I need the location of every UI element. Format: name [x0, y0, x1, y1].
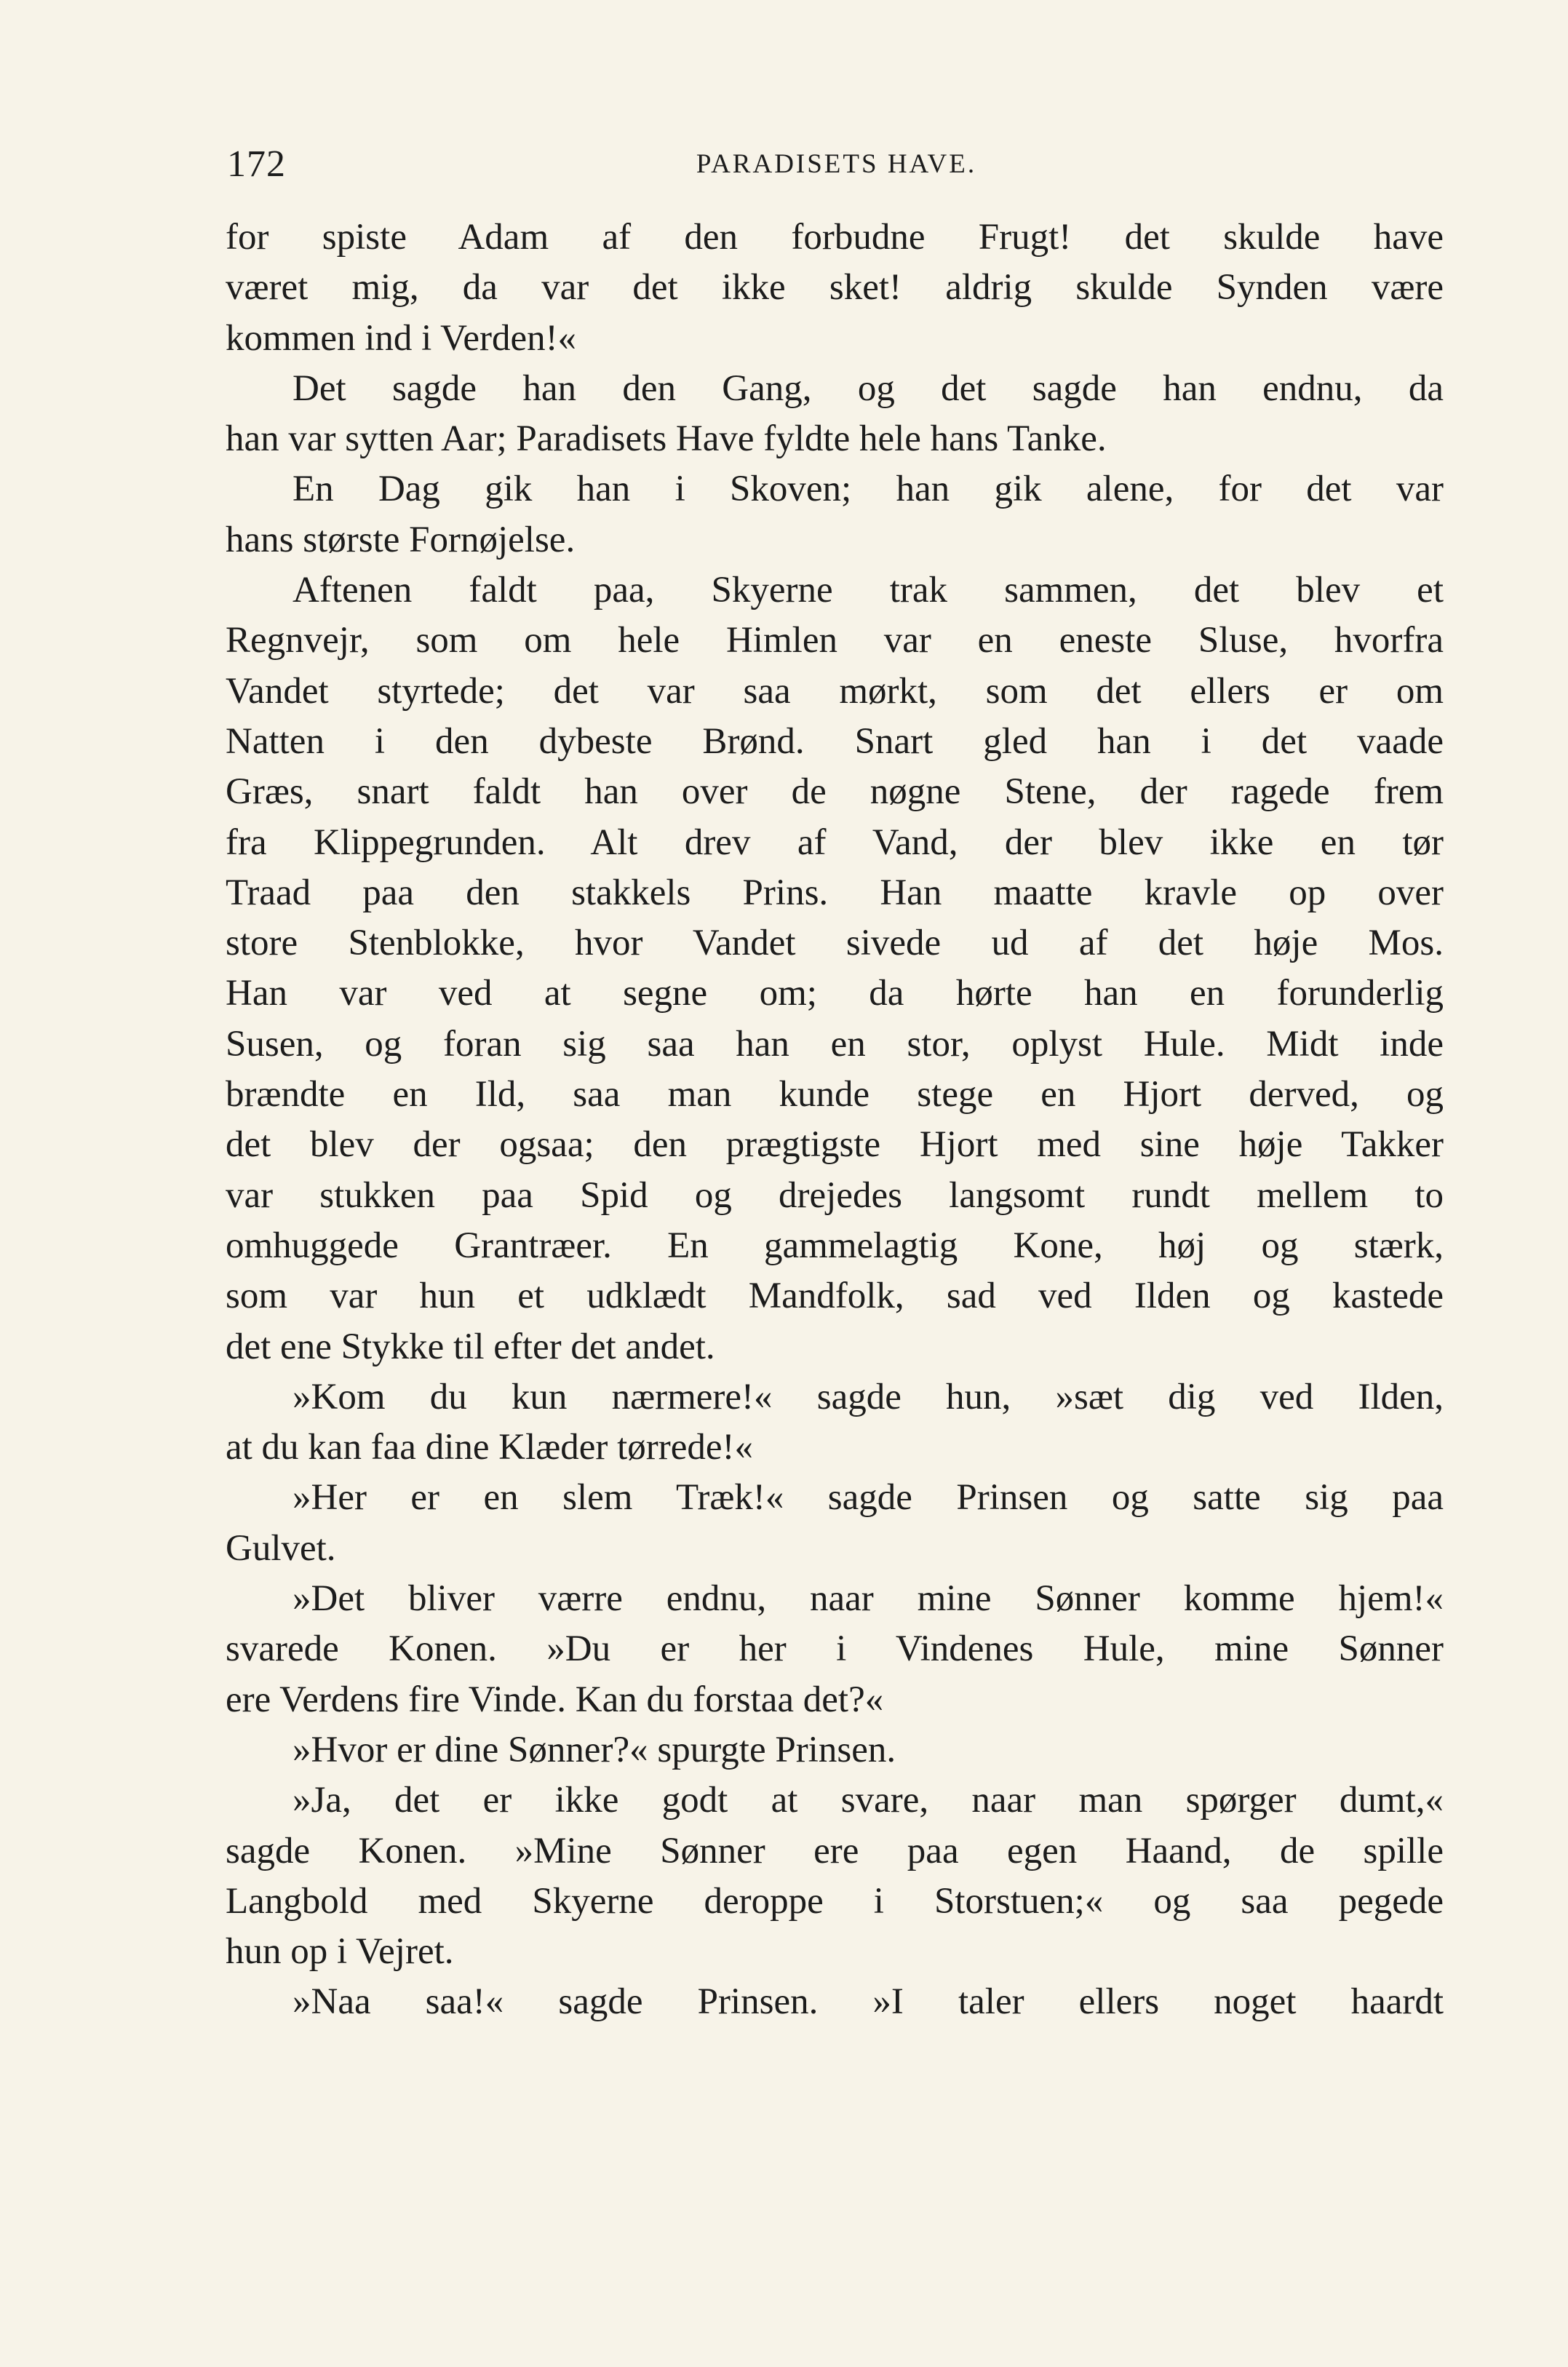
body-text — [226, 212, 1444, 2028]
text-line: Susen, og foran sig saa han en stor, oplyst Hule. Midt inde — [226, 1023, 1444, 1065]
text-line: svarede Konen. »Du er her i Vindenes Hule, mine Sønner — [226, 1628, 1444, 1670]
text-line: brændte en Ild, saa man kunde stege en Hjort derved, og — [226, 1074, 1444, 1115]
text-line: hans største Fornøjelse. — [226, 519, 576, 560]
text-line: at du kan faa dine Klæder tørrede!« — [226, 1427, 754, 1468]
text-line: det blev der ogsaa; den prægtigste Hjort med sine høje Takker — [226, 1124, 1444, 1166]
text-line: Det sagde han den Gang, og det sagde han endnu, da — [292, 367, 1444, 409]
text-line: Græs, snart faldt han over de nøgne Stene, der ragede frem — [226, 771, 1444, 813]
text-line: var stukken paa Spid og drejedes langsomt rundt mellem to — [226, 1174, 1444, 1216]
text-line: Langbold med Skyerne deroppe i Storstuen;« og saa pegede — [226, 1880, 1444, 1922]
text-line: det ene Stykke til efter det andet. — [226, 1326, 715, 1367]
text-line: været mig, da var det ikke sket! aldrig skulde Synden være — [226, 267, 1444, 309]
text-line: Natten i den dybeste Brønd. Snart gled han i det vaade — [226, 720, 1444, 762]
text-line: Traad paa den stakkels Prins. Han maatte kravle op over — [226, 872, 1444, 913]
page-number: 172 — [227, 143, 286, 185]
text-line: ere Verdens fire Vinde. Kan du forstaa det?« — [226, 1679, 884, 1720]
text-line: »Ja, det er ikke godt at svare, naar man spørger dumt,« — [292, 1780, 1444, 1821]
text-line: hun op i Vejret. — [226, 1931, 454, 1973]
text-line: Aftenen faldt paa, Skyerne trak sammen, det blev et — [292, 570, 1444, 611]
text-line: store Stenblokke, hvor Vandet sivede ud af det høje Mos. — [226, 923, 1444, 964]
text-line: han var sytten Aar; Paradisets Have fyldte hele hans Tanke. — [226, 418, 1107, 460]
text-line: Regnvejr, som om hele Himlen var en eneste Sluse, hvorfra — [226, 620, 1444, 661]
text-line: som var hun et udklædt Mandfolk, sad ved Ilden og kastede — [226, 1276, 1444, 1317]
text-line: »Her er en slem Træk!« sagde Prinsen og satte sig paa — [292, 1477, 1444, 1519]
text-line: Gulvet. — [226, 1527, 336, 1569]
text-line: omhuggede Grantræer. En gammelagtig Kone, høj og stærk, — [226, 1225, 1444, 1266]
page-header — [227, 143, 1446, 186]
text-line: En Dag gik han i Skoven; han gik alene, for det var — [292, 469, 1444, 510]
text-line: »Hvor er dine Sønner?« spurgte Prinsen. — [292, 1729, 896, 1770]
text-line: Han var ved at segne om; da hørte han en forunderlig — [226, 973, 1444, 1014]
text-line: fra Klippegrunden. Alt drev af Vand, der blev ikke en tør — [226, 822, 1444, 863]
text-line: »Naa saa!« sagde Prinsen. »I taler ellers noget haardt — [292, 1981, 1444, 2023]
text-line: sagde Konen. »Mine Sønner ere paa egen Haand, de spille — [226, 1830, 1444, 1871]
text-line: Vandet styrtede; det var saa mørkt, som det ellers er om — [226, 670, 1444, 712]
text-line: »Kom du kun nærmere!« sagde hun, »sæt dig ved Ilden, — [292, 1376, 1444, 1417]
text-line: »Det bliver værre endnu, naar mine Sønner komme hjem!« — [292, 1578, 1444, 1620]
text-line: kommen ind i Verden!« — [226, 317, 577, 359]
running-title: PARADISETS HAVE. — [696, 149, 977, 179]
text-line: for spiste Adam af den forbudne Frugt! det skulde have — [226, 217, 1444, 258]
